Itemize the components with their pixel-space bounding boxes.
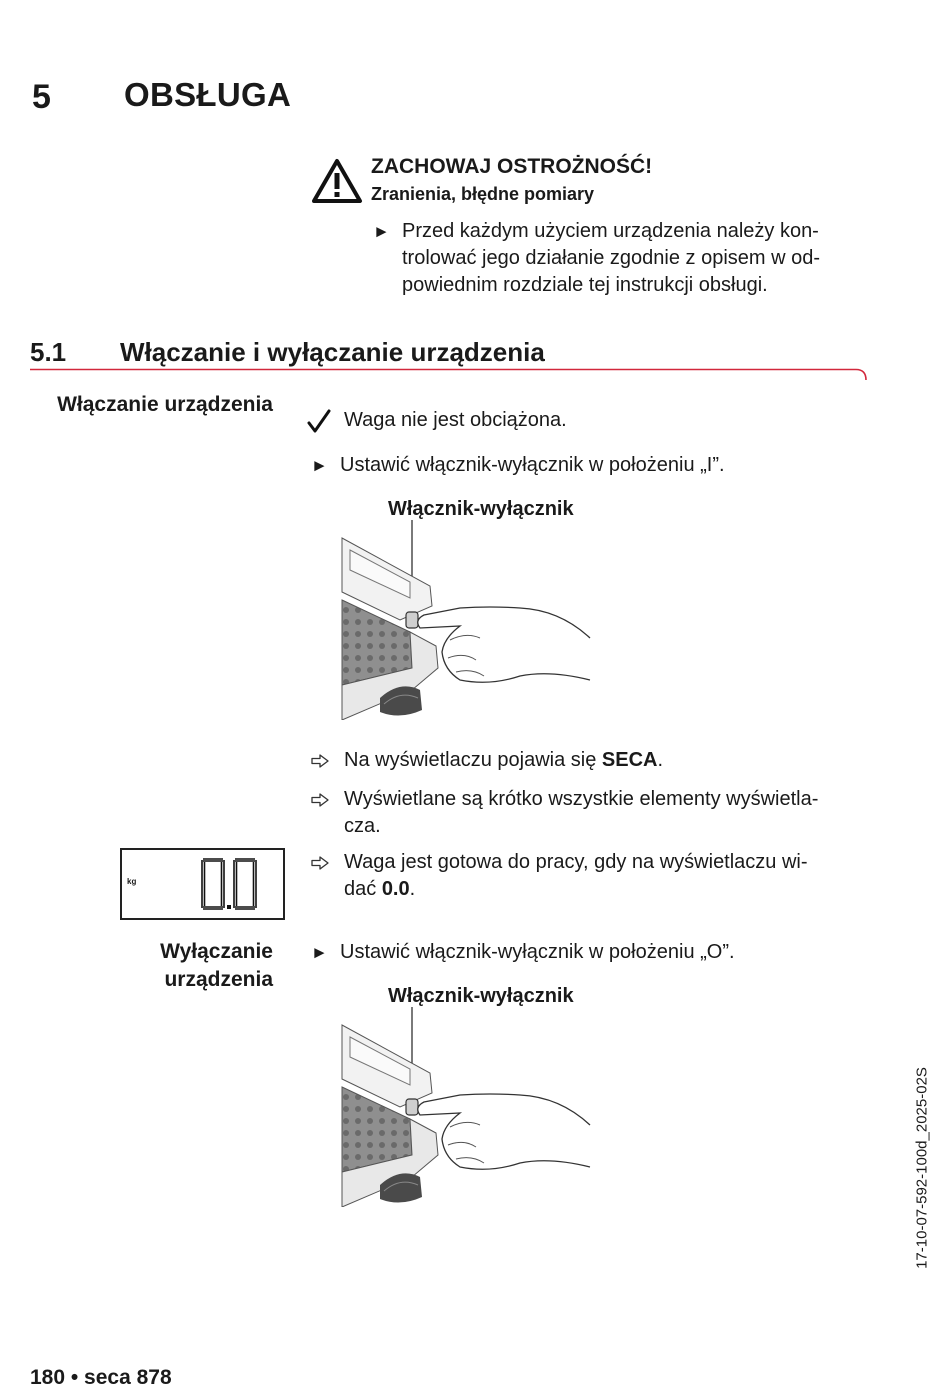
figure-label-off: Włącznik-wyłącznik [388,985,574,1007]
result-segments-text [344,786,874,840]
result-line [344,876,874,903]
switch-off-label [13,938,273,994]
chapter-title: OBSŁUGA [124,76,292,113]
result-line: Wyświetlane są krótko wszystkie elementy wyświetla- [344,788,819,810]
section-title: Włączanie i wyłączanie urządzenia [120,337,545,367]
warning-text [402,218,872,299]
section-number: 5.1 [30,337,67,367]
switch-on-step: Ustawić włącznik-wyłącznik w położeniu „I”. [340,454,725,476]
step-arrow-icon: ► [311,943,328,962]
warning-line: powiednim rozdziale tej instrukcji obsługi. [402,274,768,296]
warning-step-arrow-icon: ► [373,222,390,241]
warning-subtitle: Zranienia, błędne pomiary [371,184,595,204]
lcd-reading-digits [200,856,260,912]
warning-triangle-icon [311,158,363,204]
scale-switch-illustration-on [340,520,600,720]
document-code-text: 17-10-07-592-100d_2025-02S [913,1067,931,1269]
result-text-suffix: . [657,749,664,771]
scale-switch-illustration-off [340,1007,600,1207]
result-arrow-icon [311,793,329,807]
switch-off-label-line: urządzenia [164,968,273,991]
lcd-unit: kg [127,877,137,886]
result-line: cza. [344,815,381,837]
page-footer: 180 • seca 878 [30,1366,172,1389]
figure-label-on: Włącznik-wyłącznik [388,498,574,520]
result-seca-text [344,747,663,774]
result-text-prefix: Na wyświetlaczu pojawia się [344,749,602,771]
precondition-text: Waga nie jest obciążona. [344,409,567,431]
result-arrow-icon [311,754,329,768]
chapter-number: 5 [32,78,51,116]
result-text-suffix: . [409,878,416,900]
warning-title: ZACHOWAJ OSTROŻNOŚĆ! [371,155,653,178]
lcd-display [120,848,285,920]
result-text-bold: 0.0 [381,878,410,900]
warning-line: trolować jego działanie zgodnie z opisem w od- [402,247,821,269]
switch-on-label: Włączanie urządzenia [57,393,273,416]
result-line: Waga jest gotowa do pracy, gdy na wyświetlaczu wi- [344,851,808,873]
result-text-prefix: dać [344,878,382,900]
section-rule [30,368,870,386]
step-arrow-icon: ► [311,456,328,475]
result-text-bold: SECA [601,749,658,771]
checkmark-icon [307,408,331,434]
switch-off-label-line: Wyłączanie [160,940,273,963]
switch-off-step: Ustawić włącznik-wyłącznik w położeniu „O”. [340,941,735,963]
result-arrow-icon [311,856,329,870]
result-ready-text [344,849,874,903]
document-code [908,1048,936,1288]
warning-line: Przed każdym użyciem urządzenia należy kon- [402,220,819,242]
